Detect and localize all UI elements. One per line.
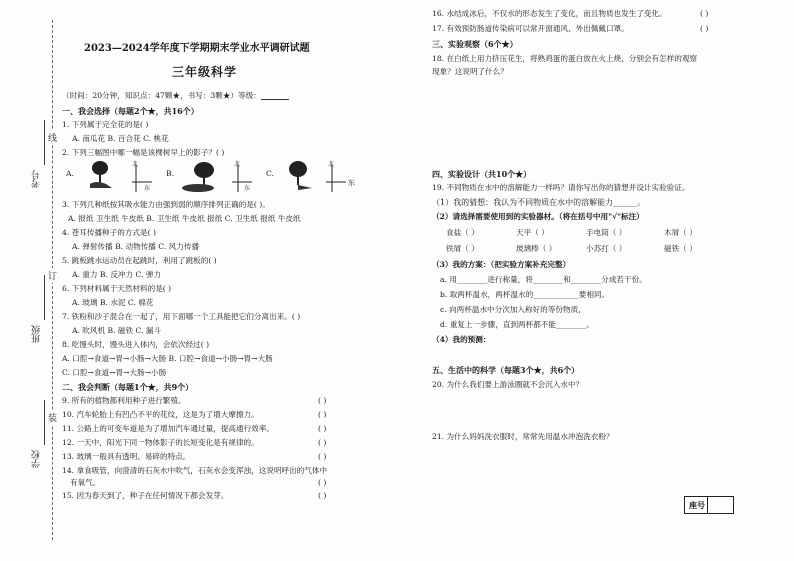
option-a-label: A. [66, 169, 74, 178]
answer-paren-13[interactable]: ( ) [318, 452, 327, 461]
tree-shadow-c-image [276, 160, 366, 194]
equip-iron-filings[interactable]: 铁屑（ ） [446, 244, 479, 253]
answer-paren-10[interactable]: ( ) [318, 410, 327, 419]
question-5: 5. 跳板跳水运动员在起跳时，利用了跳板的( ) [62, 256, 217, 265]
grade-blank [261, 99, 289, 100]
equip-salt[interactable]: 食盐（ ） [446, 228, 479, 237]
north-mark-c: 北 [328, 161, 335, 168]
east-mark-b: 东 [244, 185, 251, 192]
question-2: 2. 下列三幅图中哪一幅是该棵树早上的影子？( ) [62, 148, 225, 157]
question-16: 16. 水结成冰后，不仅水的形态发生了变化，而且物质也发生了变化。 [432, 9, 667, 18]
tree-shadow-a-image [76, 160, 156, 194]
exam-number-blank [44, 120, 45, 165]
question-12: 12. 一天中，阳光下同一物体影子的长短变化是有规律的。 [62, 438, 259, 447]
question-5-options: A. 重力 B. 反冲力 C. 弹力 [72, 270, 162, 279]
question-3-options: A. 报纸 卫生纸 牛皮纸 B. 卫生纸 牛皮纸 报纸 C. 卫生纸 报纸 牛皮纸 [68, 214, 301, 223]
equip-balance[interactable]: 天平（ ） [516, 228, 549, 237]
question-14-cont: 有氧气。 [70, 478, 101, 487]
east-mark-c: 东 [348, 179, 355, 187]
question-8: 8. 吃馒头时，馒头进入体内，会依次经过( ) [62, 340, 210, 349]
question-4: 4. 苍耳传播种子的方式是( ) [62, 228, 156, 237]
option-b-label: B. [166, 169, 174, 178]
equip-flashlight[interactable]: 手电筒（ ） [586, 228, 627, 237]
answer-paren-11[interactable]: ( ) [318, 424, 327, 433]
section-3-heading: 三、实验观察（6个★） [432, 39, 518, 49]
answer-paren-12[interactable]: ( ) [318, 438, 327, 447]
question-20: 20. 为什么我们要上游泳圈就不会沉入水中？ [432, 380, 584, 389]
question-18-cont: 现象？这说明了什么？ [432, 67, 508, 76]
predict-line: （4）我的预测： [432, 335, 491, 344]
question-1: 1. 下列属于完全花的是( ) [62, 120, 149, 129]
question-7-options: A. 吹风机 B. 磁铁 C. 漏斗 [72, 326, 162, 335]
exam-meta [62, 92, 289, 100]
exam-meta-text: （时间：20分钟，知识点：47颗★，书写：3颗★）等级： [62, 91, 261, 100]
question-2-images [62, 160, 362, 194]
question-1-options: A. 南瓜花 B. 百合花 C. 桃花 [72, 134, 169, 143]
question-8-options-ab: A. 口腔→食道→胃→小肠→大肠 B. 口腔→食道→小肠→胃→大肠 [62, 354, 273, 363]
equip-glass-rod[interactable]: 玻璃棒（ ） [516, 244, 557, 253]
question-15: 15. 因为春天到了，种子在任何情况下都会发芽。 [62, 491, 229, 500]
equip-sawdust[interactable]: 木屑（ ） [664, 228, 697, 237]
section-2-heading: 二、我会判断（每题1个★，共9个） [62, 382, 194, 392]
question-8-option-c: C. 口腔→食道→胃→大肠→小肠 [62, 368, 167, 377]
question-21: 21. 为什么妈妈洗衣服时，常常先用温水冲泡洗衣粉？ [432, 432, 614, 441]
option-c-label: C. [266, 169, 274, 178]
section-4-heading: 四、实验设计（共10个★） [432, 169, 532, 179]
seat-number-field[interactable] [707, 497, 734, 513]
question-7: 7. 铁粉和沙子混合在一起了，用下面哪一个工具能把它们分离出来。( ) [62, 312, 301, 321]
seat-number-label: 座号 [689, 500, 705, 510]
plan-step-c: c. 向两杯温水中分次加入称好的等份物质， [440, 305, 586, 314]
question-4-options: A. 弹射传播 B. 动物传播 C. 风力传播 [72, 242, 200, 251]
school-label: 学校 [32, 450, 42, 468]
question-18: 18. 在白纸上用力挤压花生，将熟鸡蛋的蛋白放在火上烧，分别会有怎样的观察 [432, 54, 698, 63]
question-17: 17. 有效预防肠道传染病可以常开窗通风、外出佩戴口罩。 [432, 24, 629, 33]
answer-paren-14[interactable]: ( ) [318, 478, 327, 487]
school-blank [44, 400, 45, 445]
binding-mark-pack: 装 [48, 410, 57, 425]
binding-margin [0, 0, 58, 561]
class-blank [44, 275, 45, 320]
answer-paren-9[interactable]: ( ) [318, 396, 327, 405]
question-11: 11. 公路上的可变车道是为了增加汽车通过量，提高通行效率。 [62, 424, 274, 433]
exam-number-label: 考号 [32, 170, 42, 188]
equip-magnet[interactable]: 磁铁（ ） [664, 244, 697, 253]
answer-paren-15[interactable]: ( ) [318, 491, 327, 500]
plan-step-b: b. 取两杯温水，两杯温水的____________要相同。 [440, 290, 610, 299]
answer-paren-17[interactable]: ( ) [700, 24, 709, 33]
question-9: 9. 所有的植物都利用种子进行繁殖。 [62, 396, 186, 405]
plan-line: （3）我的方案：（把实验方案补充完整） [432, 260, 571, 269]
tree-shadow-b-image [176, 160, 256, 194]
seat-number-box [684, 496, 734, 514]
answer-paren-16[interactable]: ( ) [700, 9, 709, 18]
guess-line: （1）我的猜想：我认为不同物质在水中的溶解能力______。 [432, 198, 646, 207]
question-13: 13. 玻璃一般具有透明、易碎的特点。 [62, 452, 191, 461]
question-3: 3. 下列几种纸按其吸水能力由强到弱的顺序排列正确的是( )。 [62, 200, 270, 209]
east-mark-a: 东 [144, 185, 151, 192]
plan-step-d: d. 重复上一步骤，直到两杯都不能________。 [440, 320, 594, 329]
exam-subtitle: 三年级科学 [172, 65, 238, 79]
plan-step-a: a. 用________进行称量，将________和________分成若干份。 [440, 275, 647, 284]
north-mark-a: 北 [132, 161, 139, 168]
section-1-heading: 一、我会选择（每题2个★，共16个） [62, 106, 199, 116]
question-19: 19. 不同物质在水中的溶解能力一样吗？请你写出你的猜想并设计实验验证。 [432, 183, 690, 192]
section-5-heading: 五、生活中的科学（每题3个★，共6个） [432, 365, 580, 375]
binding-mark-line: 线 [48, 130, 57, 145]
binding-mark-bind: 订 [48, 268, 57, 283]
question-6-options: A. 玻璃 B. 水泥 C. 棉花 [72, 298, 154, 307]
question-10: 10. 汽车轮胎上有凹凸不平的花纹，这是为了增大摩擦力。 [62, 410, 259, 419]
class-label: 班级 [32, 325, 42, 343]
question-14: 14. 拿食吸管，向澄清的石灰水中吹气，石灰水会变浑浊，这说明呼出的气体中 [62, 466, 328, 475]
choose-line: （2）请选择需要使用到的实验器材。（将在括号中用"√"标注） [432, 212, 644, 221]
exam-title: 2023—2024学年度下学期期末学业水平调研试题 [84, 43, 310, 54]
question-6: 6. 下列材料属于天然材料的是( ) [62, 284, 172, 293]
equip-baking-soda[interactable]: 小苏打（ ） [586, 244, 627, 253]
north-mark-b: 北 [234, 161, 241, 168]
